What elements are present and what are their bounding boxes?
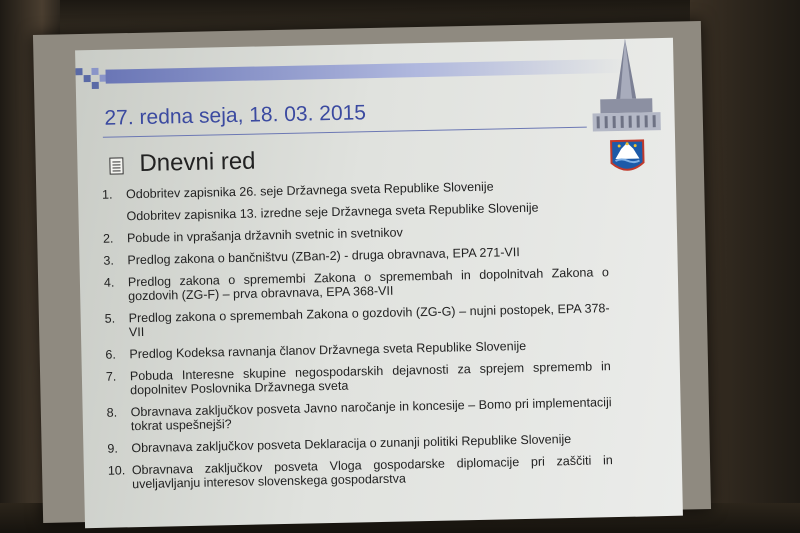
agenda-item — [107, 395, 612, 434]
agenda-item-number: 6. — [105, 347, 117, 362]
agenda-item-text: Obravnava zaključkov posveta Vloga gospodarske diplomacije pri zaščiti in uveljavljanju interesov slovenskega gospodarstva — [131, 453, 613, 492]
agenda-item-number — [102, 209, 126, 223]
agenda-item-number: 10. — [107, 463, 126, 478]
agenda-item-number: 2. — [102, 231, 114, 246]
agenda-item — [102, 199, 607, 224]
agenda-item — [104, 265, 609, 304]
agenda-item-number: 1. — [101, 187, 113, 202]
agenda-item-text: Predlog zakona o spremembah Zakona o gozdovih (ZG-G) – nujni postopek, EPA 378-VII — [128, 301, 610, 340]
slide-heading: Dnevni red — [139, 147, 256, 177]
agenda-item-text: Obravnava zaključkov posveta Javno naročanje in koncesije – Bomo pri implementaciji tokrat uspešnejši? — [130, 395, 612, 434]
agenda-item — [103, 221, 608, 246]
agenda-item-number: 8. — [106, 405, 118, 420]
agenda-item — [106, 359, 611, 398]
agenda-item — [102, 177, 607, 202]
agenda-item — [103, 243, 608, 268]
agenda-item-text: Pobuda Interesne skupine negospodarskih dejavnosti za sprejem sprememb in dopolnitev Poslovnika Državnega sveta — [129, 359, 611, 398]
agenda-item-text: Odobritev zapisnika 26. seje Državnega sveta Republike Slovenije — [125, 179, 494, 202]
agenda-item-number: 4. — [103, 275, 115, 290]
agenda-item-number: 3. — [103, 253, 115, 268]
agenda-item — [107, 431, 612, 456]
agenda-item — [105, 301, 610, 340]
agenda-list — [102, 177, 613, 500]
agenda-item-number: 5. — [104, 311, 116, 326]
agenda-item — [105, 337, 610, 362]
agenda-item-text: Predlog Kodeksa ravnanja članov Državnega sveta Republike Slovenije — [129, 338, 527, 362]
agenda-item-text: Predlog zakona o spremembi Zakona o spremembah in dopolnitvah Zakona o gozdovih (ZG-F) – prva obravnava, EPA 368-VII — [127, 265, 609, 304]
agenda-item-text: Odobritev zapisnika 13. izredne seje Državnega sveta Republike Slovenije — [126, 200, 539, 224]
slide-title: 27. redna seja, 18. 03. 2015 — [104, 101, 367, 130]
agenda-item — [108, 453, 613, 492]
agenda-item-text: Pobude in vprašanja državnih svetnic in svetnikov — [126, 225, 403, 246]
projected-slide — [75, 38, 683, 528]
document-icon — [109, 157, 123, 174]
agenda-item-number: 7. — [105, 369, 117, 384]
agenda-item-text: Predlog zakona o bančništvu (ZBan-2) - druga obravnava, EPA 271-VII — [127, 245, 520, 268]
slide-header-bar — [105, 59, 625, 84]
agenda-item-text: Obravnava zaključkov posveta Deklaracija o zunanji politiki Republike Slovenije — [131, 432, 572, 456]
agenda-item-number: 9. — [107, 441, 118, 456]
